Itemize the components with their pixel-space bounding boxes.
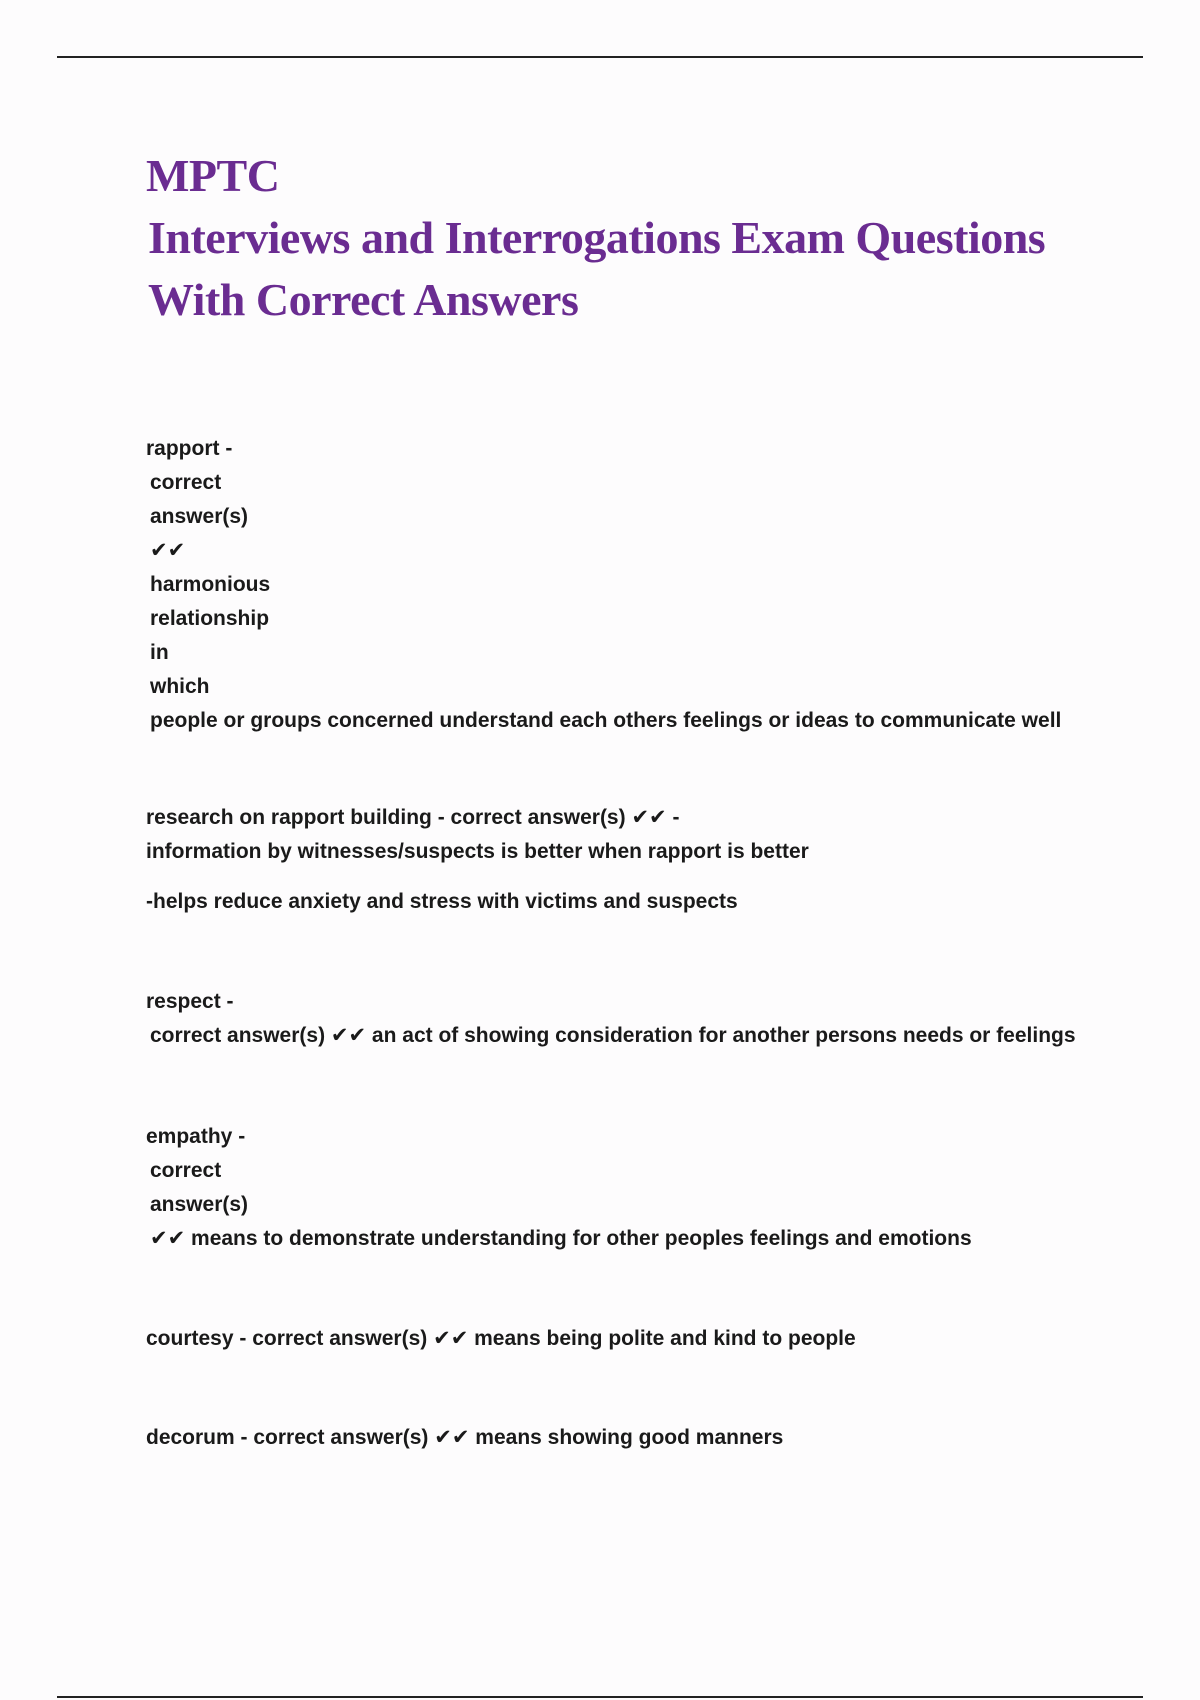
qa-item-courtesy xyxy=(146,1322,856,1356)
qa-answer-line: correct answer(s) ✔✔ an act of showing consideration for another persons needs or feelings xyxy=(150,1024,1076,1047)
qa-answer-line: answer(s) xyxy=(150,505,249,528)
title-line-1: MPTC xyxy=(146,150,280,201)
qa-answer-line: answer(s) xyxy=(150,1193,249,1216)
qa-answer-line: information by witnesses/suspects is better when rapport is better xyxy=(146,840,809,863)
qa-item-decorum xyxy=(146,1421,783,1455)
qa-answer-line: people or groups concerned understand each others feelings or ideas to communicate well xyxy=(150,709,1062,732)
qa-answer-line: ✔✔ means to demonstrate understanding for other peoples feelings and emotions xyxy=(150,1227,972,1250)
qa-answer-line: -helps reduce anxiety and stress with victims and suspects xyxy=(146,890,738,913)
qa-item-empathy xyxy=(146,1120,972,1256)
qa-item-respect xyxy=(146,985,1076,1053)
qa-term: research on rapport building - correct answer(s) ✔✔ - xyxy=(146,806,680,829)
qa-term: respect - xyxy=(146,990,234,1013)
document-title xyxy=(146,145,1045,331)
qa-answer-line: harmonious xyxy=(150,573,271,596)
check-marks: ✔✔ xyxy=(150,539,186,562)
qa-term: rapport - xyxy=(146,437,233,460)
top-rule xyxy=(57,56,1143,58)
qa-answer-line: correct xyxy=(150,471,222,494)
qa-answer-line: correct xyxy=(150,1159,222,1182)
bottom-rule xyxy=(57,1696,1143,1698)
qa-term: empathy - xyxy=(146,1125,246,1148)
title-line-3: With Correct Answers xyxy=(148,274,579,325)
qa-answer-line: which xyxy=(150,675,210,698)
qa-answer-line: in xyxy=(150,641,169,664)
qa-line: courtesy - correct answer(s) ✔✔ means being polite and kind to people xyxy=(146,1327,856,1350)
qa-line: decorum - correct answer(s) ✔✔ means showing good manners xyxy=(146,1426,784,1449)
qa-answer-line: relationship xyxy=(150,607,270,630)
qa-item-rapport xyxy=(146,432,1061,738)
title-line-2: Interviews and Interrogations Exam Questions xyxy=(148,212,1046,263)
qa-item-research-on-rapport xyxy=(146,801,809,919)
